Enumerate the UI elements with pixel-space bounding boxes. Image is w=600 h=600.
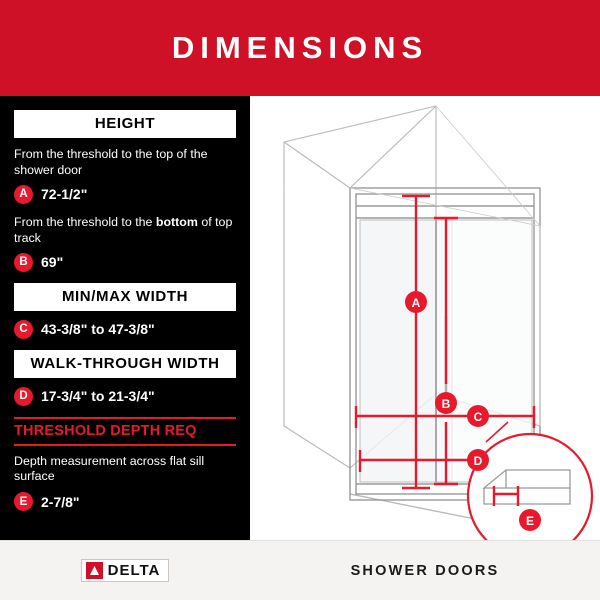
spec-row-a	[14, 185, 236, 204]
brand-logo	[81, 559, 170, 582]
footer-category-label: SHOWER DOORS	[350, 562, 500, 579]
value-d: 17-3/4" to 21-3/4"	[41, 388, 155, 404]
height-description-b-part1: From the threshold to the	[14, 214, 156, 229]
height-description-b	[14, 215, 236, 247]
threshold-description	[14, 454, 236, 486]
callout-d-label: D	[473, 454, 483, 468]
shower-door-diagram	[250, 96, 600, 540]
height-description-a-line1: From the threshold to the top of	[14, 147, 187, 161]
badge-b: B	[14, 253, 33, 272]
height-description-a-line2: the shower door	[14, 147, 208, 177]
threshold-description-line1: Depth measurement across flat	[14, 453, 187, 468]
section-heading-height: HEIGHT	[14, 110, 236, 138]
height-description-b-bold: bottom	[155, 214, 198, 229]
height-description-a	[14, 147, 236, 179]
spec-row-d	[14, 387, 236, 406]
value-a: 72-1/2"	[41, 186, 88, 203]
header-banner	[0, 0, 600, 96]
spec-row-e	[14, 492, 236, 511]
value-b: 69"	[41, 254, 64, 270]
badge-c: C	[14, 320, 33, 339]
brand-name: DELTA	[107, 562, 161, 579]
callout-a-label: A	[411, 296, 421, 310]
section-heading-walk-through-width: WALK-THROUGH WIDTH	[14, 350, 236, 378]
footer-bar	[0, 540, 600, 600]
callout-e-label: E	[525, 514, 535, 528]
badge-e: E	[14, 492, 33, 511]
value-c: 43-3/8" to 47-3/8"	[41, 321, 155, 337]
badge-d: D	[14, 387, 33, 406]
height-description-b-part2: of top track	[14, 214, 233, 245]
threshold-description-line2: sill surface	[14, 453, 205, 484]
spec-row-b	[14, 253, 236, 272]
footer-category-area	[250, 541, 600, 600]
specifications-panel	[0, 96, 250, 540]
callout-b-label: B	[441, 397, 451, 411]
spec-row-c	[14, 320, 236, 339]
footer-brand-area	[0, 541, 250, 600]
section-heading-minmax-width: MIN/MAX WIDTH	[14, 283, 236, 311]
callout-c-label: C	[473, 410, 483, 424]
delta-triangle-icon	[86, 562, 103, 579]
section-heading-threshold-depth: THRESHOLD DEPTH REQ	[14, 417, 236, 446]
value-e: 2-7/8"	[41, 493, 80, 510]
badge-a: A	[14, 185, 33, 204]
page-title: DIMENSIONS	[171, 30, 429, 65]
